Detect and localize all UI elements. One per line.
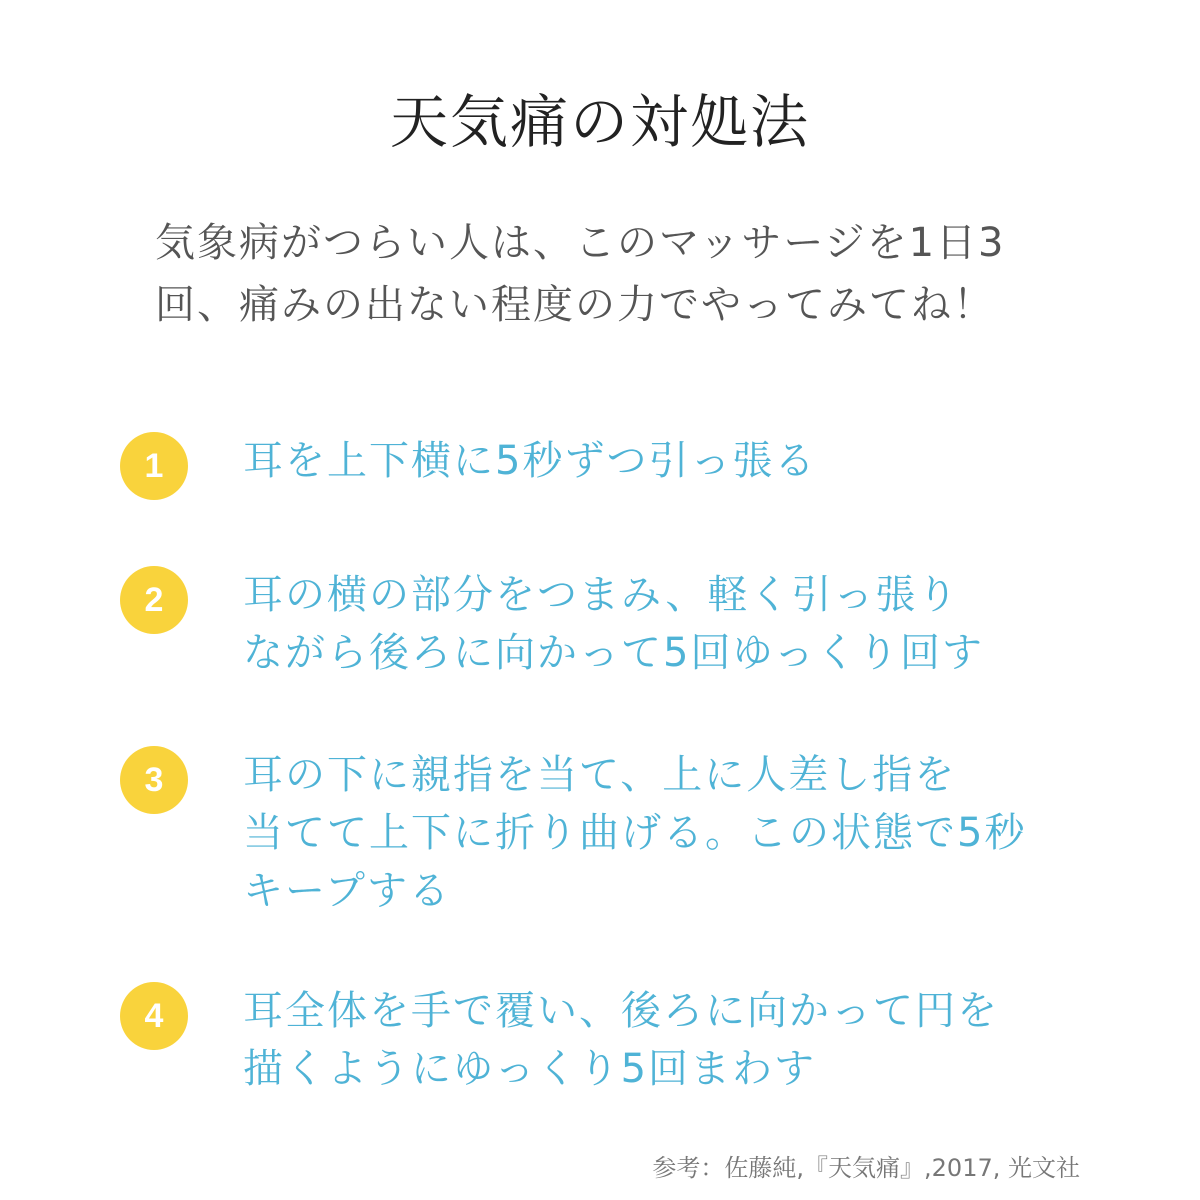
step-number-badge: 2 (120, 566, 188, 634)
step-line: キープする (243, 868, 451, 914)
step-number-badge: 3 (120, 746, 188, 814)
step-text (243, 432, 1103, 490)
intro-line: 回、痛みの出ない程度の力でやってみてね！ (155, 282, 995, 328)
step-number-badge: 1 (120, 432, 188, 500)
step-line: 描くようにゆっくり5回まわす (243, 1046, 817, 1092)
intro-text (155, 212, 1075, 336)
step-text (243, 982, 1103, 1098)
intro-line: 気象病がつらい人は、このマッサージを1日3 (155, 220, 1006, 266)
step-line: 耳の横の部分をつまみ、軽く引っ張り (243, 572, 960, 618)
step-text (243, 746, 1103, 920)
step-line: 耳全体を手で覆い、後ろに向かって円を (243, 988, 999, 1034)
page-title: 天気痛の対処法 (389, 88, 810, 156)
step-line: 耳の下に親指を当て、上に人差し指を (243, 752, 957, 798)
reference-citation: 参考：佐藤純,『天気痛』,2017, 光文社 (652, 1154, 1080, 1182)
step-number-badge: 4 (120, 982, 188, 1050)
step-line: ながら後ろに向かって5回ゆっくり回す (243, 630, 985, 676)
step-line: 耳を上下横に5秒ずつ引っ張る (243, 438, 817, 484)
step-line: 当てて上下に折り曲げる。この状態で5秒 (243, 810, 1027, 856)
step-text (243, 566, 1103, 682)
